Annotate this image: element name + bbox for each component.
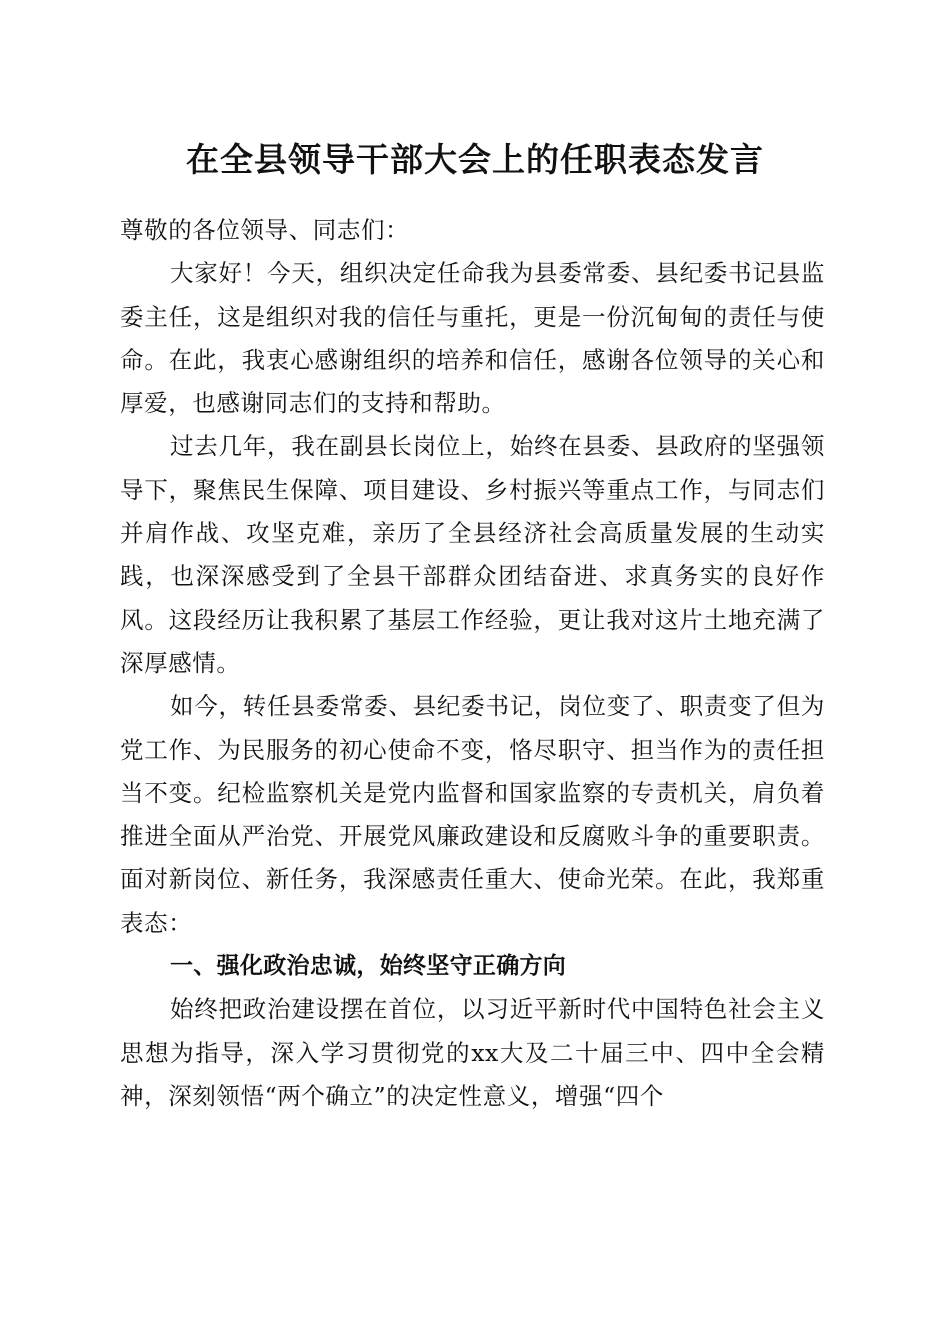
section-heading: 一、强化政治忠诚，始终坚守正确方向: [170, 953, 567, 980]
salutation: 尊敬的各位领导、同志们：: [120, 216, 410, 244]
paragraph-new-role: 如今，转任县委常委、县纪委书记，岗位变了、职责变了但为党工作、为民服务的初心使命不变，恪尽职守、担当作为的责任担当不变。纪检监察机关是党内监督和国家监察的专责机关，肩负着推进全面从严治党、开展党风廉政建设和反腐败斗争的重要职责。面对新岗位、新任务，我深感责任重大、使命光荣。在此，我郑重表态：: [120, 692, 825, 937]
paragraph-past-experience: 过去几年，我在副县长岗位上，始终在县委、县政府的坚强领导下，聚焦民生保障、项目建设、乡村振兴等重点工作，与同志们并肩作战、攻坚克难，亲历了全县经济社会高质量发展的生动实践，也深深感受到了全县干部群众团结奋进、求真务实的良好作风。这段经历让我积累了基层工作经验，更让我对这片土地充满了深厚感情。: [120, 432, 825, 677]
paragraph-section-one: 始终把政治建设摆在首位，以习近平新时代中国特色社会主义思想为指导，深入学习贯彻党的xx大及二十届三中、四中全会精神，深刻领悟“两个确立”的决定性意义，增强“四个: [120, 995, 825, 1110]
document-title: 在全县领导干部大会上的任职表态发言: [186, 140, 764, 179]
document-body: [120, 209, 825, 1118]
paragraph-opening: 大家好！今天，组织决定任命我为县委常委、县纪委书记县监委主任，这是组织对我的信任与重托，更是一份沉甸甸的责任与使命。在此，我衷心感谢组织的培养和信任，感谢各位领导的关心和厚爱，也感谢同志们的支持和帮助。: [120, 259, 825, 418]
